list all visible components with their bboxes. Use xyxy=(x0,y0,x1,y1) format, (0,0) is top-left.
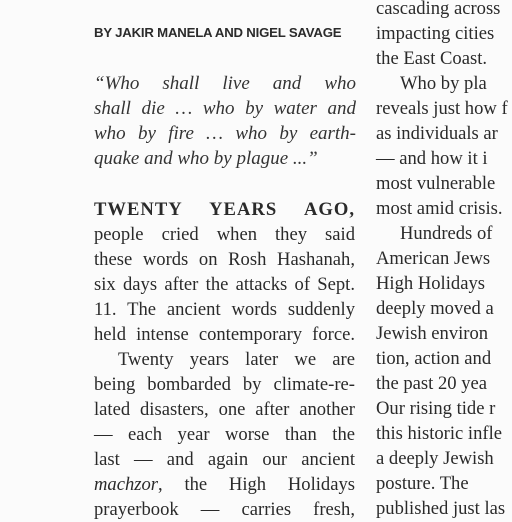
body-line: published just las xyxy=(376,498,506,519)
body-line: a deeply Jewish xyxy=(376,448,494,469)
lead-line xyxy=(94,197,355,222)
quote-line: shall die … who by water and xyxy=(94,98,356,119)
body-line: American Jews xyxy=(376,248,491,269)
body-line: deeply moved a xyxy=(376,298,494,319)
lead-in: TWENTY YEARS AGO, xyxy=(94,199,355,220)
body-line: impacting cities xyxy=(376,23,495,44)
body-line: Twenty years later we are xyxy=(118,349,355,370)
body-line: the East Coast. xyxy=(376,48,488,69)
body-line: last — and again our ancient xyxy=(94,449,355,470)
body-line: Jewish environ xyxy=(376,323,489,344)
body-line: Hundreds of xyxy=(400,223,493,244)
pull-quote xyxy=(94,71,356,171)
body-line: the past 20 yea xyxy=(376,373,488,394)
body-line: held intense contemporary force. xyxy=(94,324,355,345)
quote-line: “Who shall live and who xyxy=(94,73,356,94)
body-line: this historic infle xyxy=(376,423,503,444)
body-line: people cried when they said xyxy=(94,224,355,245)
body-line: reveals just how f xyxy=(376,98,508,119)
quote-line: quake and who by plague ...” xyxy=(94,148,318,169)
body-line: posture. The xyxy=(376,473,469,494)
body-line: as individuals ar xyxy=(376,123,498,144)
body-line: Our rising tide r xyxy=(376,398,496,419)
body-line: High Holidays xyxy=(376,273,485,294)
body-line: Who by pla xyxy=(400,73,487,94)
body-line: most amid crisis. xyxy=(376,198,503,219)
body-line-rest: , the High Holidays xyxy=(158,474,355,495)
left-column-body xyxy=(94,197,355,522)
right-column-body xyxy=(376,0,512,521)
byline: BY JAKIR MANELA AND NIGEL SAVAGE xyxy=(94,25,342,40)
body-line: these words on Rosh Hashanah, xyxy=(94,249,355,270)
machzor-italic: machzor xyxy=(94,474,159,495)
body-line: cascading across xyxy=(376,0,501,19)
body-line: most vulnerable xyxy=(376,173,496,194)
body-line: 11. The ancient words suddenly xyxy=(94,299,355,320)
body-line: prayerbook — carries fresh, xyxy=(94,499,355,520)
body-line: — each year worse than the xyxy=(94,424,355,445)
body-line xyxy=(94,472,355,497)
body-line: six days after the attacks of Sept. xyxy=(94,274,355,295)
quote-line: who by fire … who by earth- xyxy=(94,123,356,144)
body-line: — and how it i xyxy=(376,148,488,169)
body-line: being bombarded by climate-re- xyxy=(94,374,355,395)
body-line: tion, action and xyxy=(376,348,492,369)
body-line: lated disasters, one after another xyxy=(94,399,355,420)
